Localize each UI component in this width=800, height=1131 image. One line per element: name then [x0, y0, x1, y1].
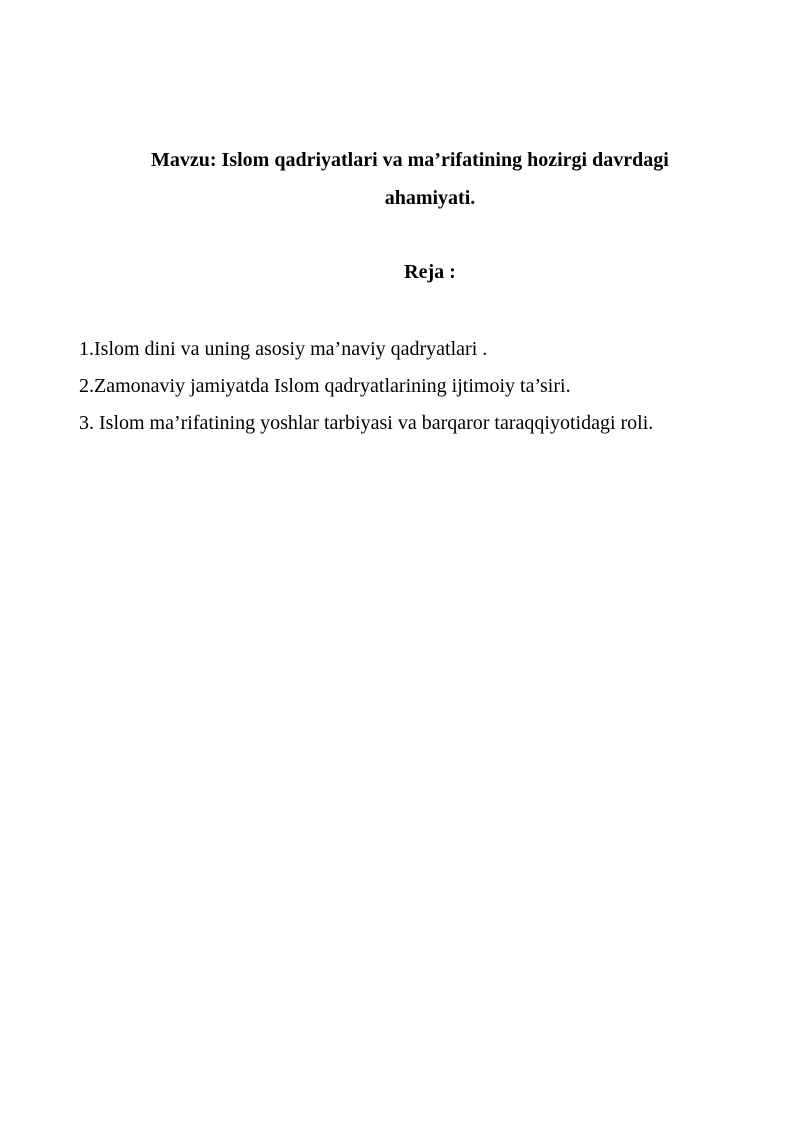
plan-heading: Reja :	[404, 261, 456, 283]
plan-item-3: 3. Islom ma’rifatining yoshlar tarbiyasi va barqaror taraqqiyotidagi roli.	[79, 412, 654, 434]
plan-item-1: 1.Islom dini va uning asosiy ma’naviy qadryatlari .	[79, 338, 488, 360]
plan-item-2: 2.Zamonaviy jamiyatda Islom qadryatlarining ijtimoiy ta’siri.	[79, 375, 571, 397]
plan-list	[79, 331, 653, 442]
document-title: Mavzu: Islom qadriyatlari va ma’rifatining hozirgi davrdagi	[151, 149, 669, 171]
document-title-continuation: ahamiyati.	[384, 187, 476, 209]
